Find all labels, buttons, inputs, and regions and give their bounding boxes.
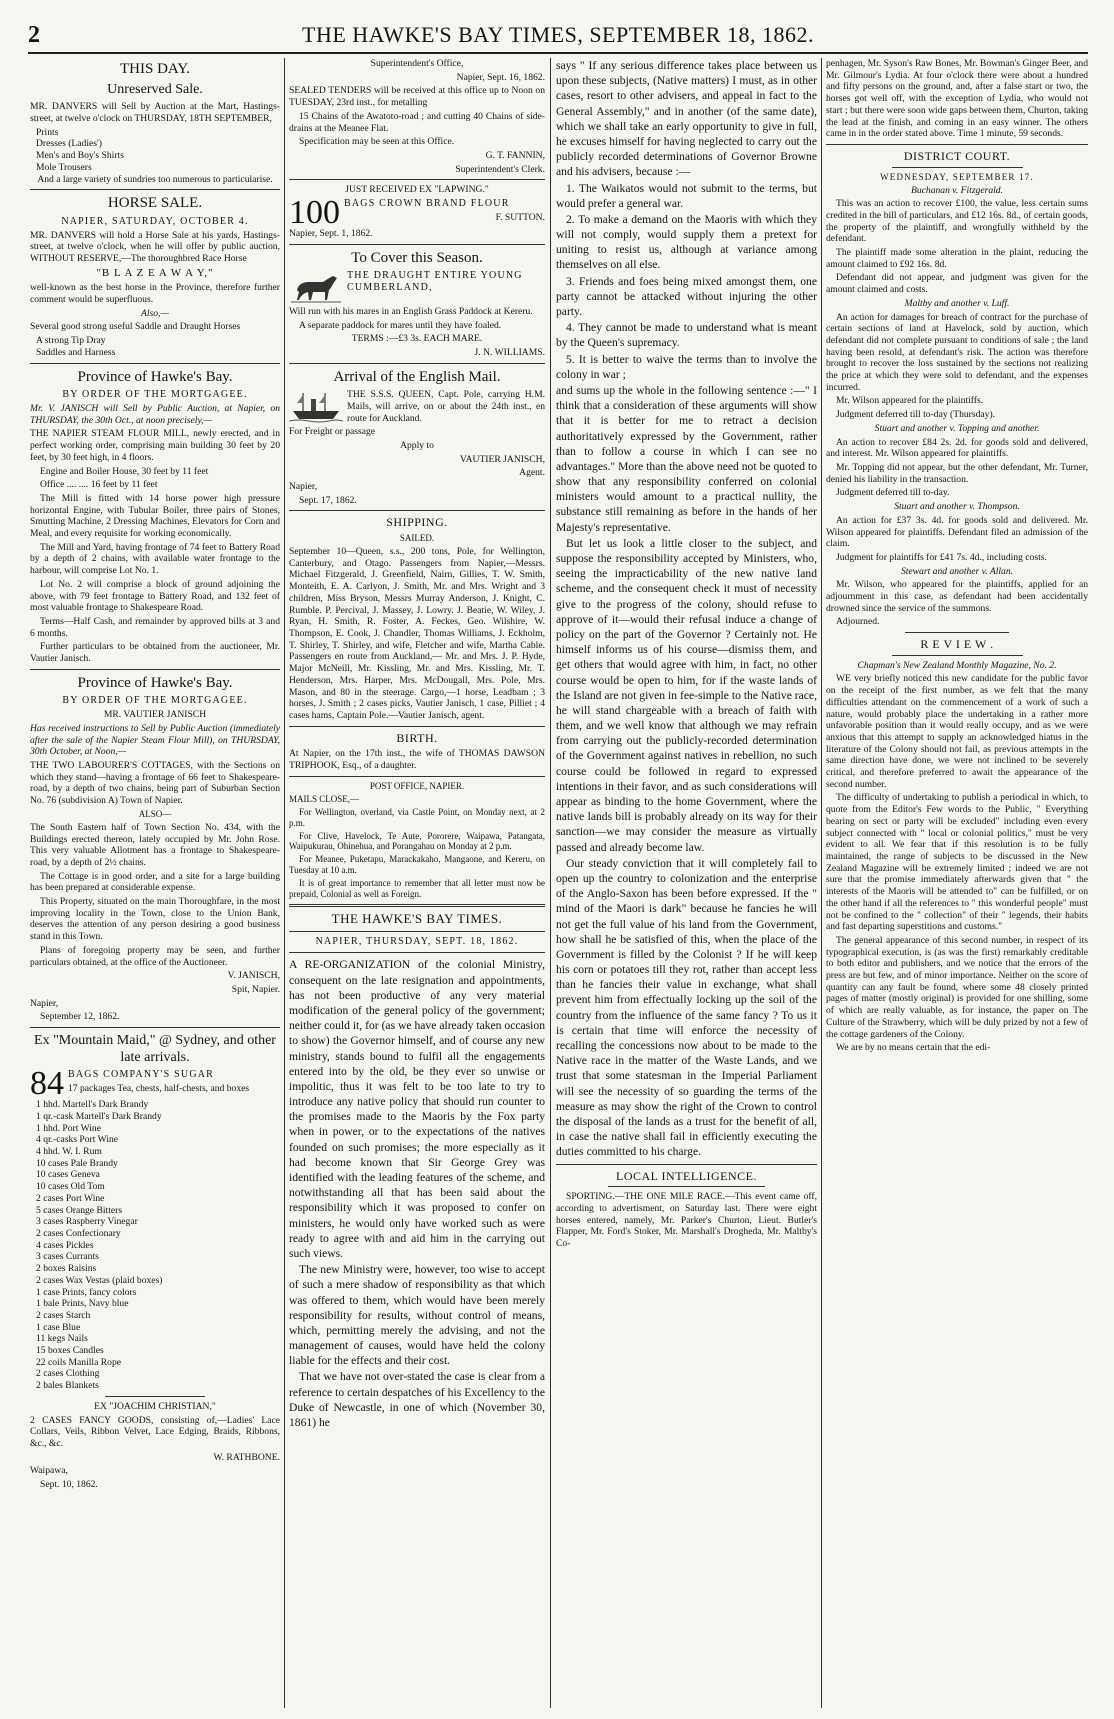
case-paragraph: An action for £37 3s. 4d. for goods sold and delivered. Mr. Wilson appeared for plaintiffs. Defendant filed an admission of the claim. (826, 514, 1088, 550)
local-news-continued: penhagen, Mr. Syson's Raw Bones, Mr. Bowman's Ginger Beer, and Mr. Gilmour's Lydia. At four o'clock there were about a hundred and fifty persons on the ground, and, after a false start or two, the horses got well off, with the exception of Lydia, who would not start ; but there were soon wide gaps between them, Churton, taking the lead at the finish, and coming in an easy winner. The others came in in the order stated above. Time 1 minute, 59 seconds. (826, 58, 1088, 140)
ad-item: 1 hhd. Port Wine (36, 1122, 101, 1134)
ad-title: To Cover this Season. (351, 249, 483, 266)
case-paragraph: Judgment for plaintiffs for £41 7s. 4d., including costs. (836, 551, 1047, 563)
ad-item: A strong Tip Dray (36, 335, 106, 347)
court-date: WEDNESDAY, SEPTEMBER 17. (880, 171, 1034, 182)
ad-body: The Mill is fitted with 14 horse power high pressure horizontal Engine, with Tubular Boiler, three pairs of Stones, Smutting Machine, 2 Dressing Machines, Elevators for Corn and Meal, and every requisite for working economically. (30, 492, 280, 540)
ad-body: Plans of foregoing property may be seen, and further particulars obtained, at the office of the Auctioneer. (30, 944, 280, 968)
ad-title: Arrival of the English Mail. (333, 368, 501, 385)
ad-date: Napier, Sept. 16, 1862. (456, 71, 545, 83)
ad-signature: Agent. (519, 467, 545, 479)
column-4 (826, 58, 1088, 1708)
review-paragraph: The difficulty of undertaking to publish a periodical in which, to quote from the Editor's Few words to the Public, " Everything bearing on sect or party will be excluded" including even every subject connected with " local or colonial politics," must be very evident to all. We fear that if this resolution is to be fully maintained, the range of subjects to be discussed in the New Zealand Magazine will be extremely limited ; indeed we are not sure that the promise immediately afterwards given that " the interests of the Maoris will be attended to" can be fulfilled, or on the other hand if all the references to " this wonderful people" must not be confined to the " collection" of their " legends, their habits and fast departing superstitions and customs." (826, 792, 1088, 933)
ad-item: 2 boxes Raisins (36, 1263, 97, 1275)
case-title: Stuart and another v. Topping and another. (874, 422, 1040, 434)
court-case (826, 566, 1088, 629)
ad-date: NAPIER, SATURDAY, OCTOBER 4. (61, 215, 249, 227)
ad-item: 4 hhd. W. I. Rum (36, 1146, 102, 1158)
ad-tenders (289, 58, 545, 175)
ad-horse-sale (30, 194, 280, 358)
ad-signature: V. JANISCH, (227, 970, 280, 982)
masthead: THE HAWKE'S BAY TIMES, SEPTEMBER 18, 1862. (302, 22, 814, 47)
section-subtitle: SAILED. (399, 533, 435, 544)
ad-flour-mill-sale (30, 368, 280, 665)
ad-body: THE TWO LABOURER'S COTTAGES, with the Sections on which they stand—having a frontage of 66 feet to Shakespeare-road, by a depth of two chains, being part of Suburban Section No. 76 (subdivision A) Town of Napier. (30, 760, 280, 807)
ad-body: The Cottage is in good order, and a site for a large building has been prepared at considerable expense. (30, 870, 280, 894)
ad-horse-name: "B L A Z E A W A Y," (96, 266, 214, 279)
ad-item: 10 cases Pale Brandy (36, 1157, 118, 1169)
ad-item: Dresses (Ladies') (36, 138, 102, 150)
ad-quantity: 100 (289, 194, 340, 232)
article-paragraph: and sums up the whole in the following sentence :—" I think that a consideration of these arguments will show that it is better for me to retract a decision authoritatively expressed by the Government, rather than to follow a course in which I can see no advantages." More than the above need not be quoted to show that any responsibility conferred on colonial ministers would amount to a practical nullity, the substance still remaining as before in the hands of her Majesty's representative. (556, 383, 817, 534)
post-office-notice (289, 781, 545, 901)
ad-body: THE NAPIER STEAM FLOUR MILL, newly erected, and in perfect working order, comprising main building 30 feet by 20 feet, by 30 feet high, in 4 floors. (30, 428, 280, 463)
ad-signature: Spit, Napier. (231, 983, 280, 995)
ad-headline: 17 packages Tea, chests, half-chests, and boxes (68, 1083, 250, 1095)
section-title: R E V I E W . (920, 637, 994, 652)
ad-item: 2 cases Starch (36, 1309, 91, 1321)
ad-item: Saddles and Harness (36, 346, 116, 358)
section-title: LOCAL INTELLIGENCE. (615, 1168, 758, 1183)
ad-item: 2 cases Confectionary (36, 1227, 121, 1239)
article-paragraph: says " If any serious difference takes place between us upon these subjects, (Native matters) I must, as in other cases, resort to other advisers, and appeal in fact to the General Assembly," and in another (of the same date), which we shall take an early opportunity to give in full, he excuses himself for having neglected to carry out the publicly recorded determinations of Governor Browne and his advisers, because :— (556, 59, 817, 179)
ad-title: HORSE SALE. (107, 195, 203, 212)
ad-place: Napier, (289, 481, 318, 493)
ad-apply: Apply to (400, 439, 434, 451)
ad-flour (289, 184, 545, 239)
ad-place: Napier, (30, 997, 59, 1009)
article-paragraph: Our steady conviction that it will completely fail to open up the country to colonization and the enterprise of the Anglo-Saxon has been before expressed. If the " mind of the Maori is dark" because he fancies he will not get the full value of his land from the Government, how shall he be satisfied of this, when the place of the Government is filled by the Colonist ? If he will keep his corn or potatoes till they rot, rather than accept less than he fancies their value in exchange, what shall prevent him from effectually locking up the soil of the country from the influence of the same fancy ? To us it is certain that time will enforce the necessity of recalling the concessions now about to be made to the Native race in the matter of the Waste Lands, and we trust that some statesman in the Imperial Parliament will see the necessity of so guarding the terms of the measure as may show the right of the Crown to control the disposal of the lands as a trust for the benefit of all, in case the native shall fail in efficiently executing the duties committed to his charge. (556, 856, 817, 1159)
ad-mountain-maid (30, 1032, 280, 1491)
ad-title: Ex "Mountain Maid," @ Sydney, and other late arrivals. (34, 1033, 276, 1066)
ad-signature: F. SUTTON. (495, 212, 545, 224)
article-paragraph: 1. The Waikatos would not submit to the terms, but would prefer a general war. (556, 181, 817, 210)
case-paragraph: The plaintiff made some alteration in the plaint, reducing the amount claimed to £92 16s. 8d. (826, 247, 1088, 270)
article-paragraph: But let us look a little closer to the subject, and suppose the responsibility accepted by Ministers, who, seeing the impracticability of the new native land scheme, and the consequent check it must of necessity give to the progress of the colony, should refuse to approve of it—would their refusal induce a change of policy on the part of the Governor ? Certainly not. He himself informs us of his course—dismiss them, and get others that would agree with him, in fact, no other course would be open to him, for if the waste lands of the Island are not given in fee-simple to the Native race, he will stand chargeable with a breach of faith with them, and we well know that although we may refrain from carrying out the publicly-recorded determination of the Government against natives in rebellion, no such course could be followed in regard to expressed intentions in their favor, and as such considerations will appear as binding to the home Government, where the native lands bill is probably already on its way for their sanction—we may consider the measure as virtually passed and already become law. (556, 536, 817, 854)
birth-notice (289, 731, 545, 772)
case-title: Stewart and another v. Allan. (900, 565, 1014, 577)
ad-item: 4 qr.-casks Port Wine (36, 1134, 119, 1146)
ad-body: Lot No. 2 will comprise a block of ground adjoining the above, with 79 feet frontage to Battery Road, and 132 feet of most valuable frontage to Shakespeare Road. (30, 578, 280, 614)
column-divider (550, 58, 551, 1708)
ad-item: 5 cases Orange Bitters (36, 1204, 123, 1216)
court-case (826, 298, 1088, 421)
ad-item: 15 boxes Candles (36, 1345, 104, 1357)
paper-title: THE HAWKE'S BAY TIMES. (331, 911, 503, 927)
ad-date: Sept. 10, 1862. (40, 1479, 98, 1491)
ad-headline: BAGS CROWN BRAND FLOUR (344, 198, 510, 210)
birth-body: At Napier, on the 17th inst., the wife of THOMAS DAWSON TRIPHOOK, Esq., of a daughter. (289, 748, 545, 771)
ad-item: 1 hhd. Martell's Dark Brandy (36, 1099, 149, 1111)
case-paragraph: Judgment deferred till to-day. (836, 487, 950, 499)
ad-body: 15 Chains of the Awatoto-road ; and cutting 40 Chains of side-drains at the Meanee Flat. (289, 110, 545, 134)
ad-signature: Superintendent's Clerk. (455, 163, 545, 175)
court-case (826, 185, 1088, 296)
column-3 (556, 58, 817, 1708)
ad-item: Men's and Boy's Shirts (36, 150, 124, 162)
review-paragraph: WE very briefly noticed this new candidate for the public favor on the receipt of the first number, as we felt that the many difficulties attendant on the commencement of a work of such a nature, would probably place the undertaking in a rather more unfavorable position than it would really occupy, and as we were anxious that this attempt to supply an acknowledged hiatus in the literature of the Colony should not fail, as previous attempts in the same direction have done, we were not inclined to be severely critical, and therefore preferred to await the appearance of the second number. (826, 673, 1088, 790)
ad-this-day (30, 60, 280, 185)
case-paragraph: Mr. Wilson, who appeared for the plaintiffs, applied for an adjournment in this case, as defendant had been accidentally drowned since the service of the summons. (826, 579, 1088, 614)
ad-body: The Mill and Yard, having frontage of 74 feet to Battery Road by a depth of 2 chains, with available water frontage to the harbour, will comprise Lot No. 1. (30, 541, 280, 577)
post-item: For Clive, Havelock, Te Aute, Pororere, Waipawa, Patangata, Waipukurau, Ohinehua, and Porangahau on Monday at 2 p.m. (289, 830, 545, 852)
horse-illustration (289, 270, 343, 304)
case-title: Buchanan v. Fitzgerald. (910, 184, 1003, 196)
ad-item: 3 cases Currants (36, 1251, 99, 1263)
article-paragraph: 3. Friends and foes being mixed amongst them, one party cannot be attacked without injuring the other party. (556, 274, 817, 318)
ad-body: SEALED TENDERS will be received at this office up to Noon on TUESDAY, 23rd inst., for metalling (289, 85, 545, 109)
ad-body: MR. DANVERS will hold a Horse Sale at his yards, Hastings-street, at twelve o'clock, when he will offer by public auction, WITHOUT RESERVE,—The thoroughbred Race Horse (30, 229, 280, 265)
ad-signature: J. N. WILLIAMS. (474, 347, 545, 359)
ad-body: This Property, situated on the main Thoroughfare, in the most improving locality in the Town, close to the Union Bank, deserves the attention of any person desiring a good business stand in this Town. (30, 896, 280, 943)
ad-signature: VAUTIER JANISCH, (459, 453, 545, 465)
header-rule (28, 52, 1088, 54)
paper-dateline: NAPIER, THURSDAY, SEPT. 18, 1862. (315, 936, 519, 948)
ad-ex-heading: EX "JOACHIM CHRISTIAN," (94, 1400, 216, 1412)
ad-item: 4 cases Pickles (36, 1239, 94, 1251)
ad-place: Waipawa, (30, 1465, 68, 1477)
article-paragraph: That we have not over-stated the case is clear from a reference to certain despatches of his Excellency to the Duke of Newcastle, in one of which (November 30, 1861) he (289, 1370, 545, 1429)
article-paragraph: A RE-ORGANIZATION of the colonial Ministry, consequent on the late resignation and appointments, has not been productive of any very material modification of the general policy of the government; neither could it, for (as we have already taken occasion to show) the Governor himself, and of course any new ministry, stands bound to fulfil all the engagements entered into by the old, be they ever so unwise or impolitic, thus it was felt to be too late to try to introduce any native policy that should run counter to the promises made to the Maoris by the Fox party when in power, or to the expectations of the natives founded on such promises; the more especially as it had become known that Sir George Grey was identified with the leading features of the scheme, and notwithstanding all that has been said about the responsibility which it was proposed to confer on ministers, he would only have worked such as were ready to agree with and aid him in the carrying out such views. (289, 958, 545, 1260)
case-paragraph: Adjourned. (836, 616, 880, 628)
ad-item: 2 cases Clothing (36, 1368, 100, 1380)
ad-also: ALSO— (138, 808, 172, 819)
ad-body: Further particulars to be obtained from the auctioneer, Mr. Vautier Janisch. (30, 641, 280, 665)
ad-body: well-known as the best horse in the Province, therefore further comment would be superfluous. (30, 282, 280, 305)
ad-auctioneer: MR. VAUTIER JANISCH (103, 709, 207, 721)
column-divider (284, 58, 285, 1708)
ad-item: 2 cases Port Wine (36, 1192, 105, 1204)
court-case (826, 501, 1088, 564)
page-number: 2 (28, 22, 40, 48)
article-paragraph: 5. It is better to waive the terms than to involve the colony in war ; (556, 352, 817, 381)
ad-body: MR. DANVERS will Sell by Auction at the Mart, Hastings-street, at twelve o'clock on THURSDAY, 18TH SEPTEMBER, (30, 101, 280, 125)
case-title: Stuart and another v. Thompson. (894, 501, 1020, 513)
ad-subtitle: BY ORDER OF THE MORTGAGEE. (62, 695, 248, 707)
review-subject: Chapman's New Zealand Monthly Magazine, No. 2. (857, 659, 1057, 671)
case-paragraph: Defendant did not appear, and judgment was given for the amount claimed and costs. (826, 272, 1088, 296)
ad-cottages-sale (30, 674, 280, 1023)
ad-body: Engine and Boiler House, 30 feet by 11 feet (40, 465, 209, 477)
ad-item: 2 bales Blankets (36, 1380, 99, 1392)
ad-office: Superintendent's Office, (370, 58, 464, 69)
ad-terms: TERMS :—£3 3s. EACH MARE. (351, 333, 483, 345)
ad-title: THIS DAY. (119, 61, 191, 77)
ad-item: 1 bale Prints, Navy blue (36, 1298, 129, 1310)
ad-item: 1 case Prints, fancy colors (36, 1286, 137, 1298)
section-subtitle: MAILS CLOSE,— (289, 793, 360, 804)
ad-subtitle: BY ORDER OF THE MORTGAGEE. (62, 388, 248, 400)
ad-item: 10 cases Old Tom (36, 1181, 105, 1193)
article-paragraph: The new Ministry were, however, too wise to accept of such a mere shadow of responsibility as that which was offered to them, which would have been merely responsibility for results, without control of means, which, permitting merely the advising, and not the management of causes, would have held the colony liable for the effects and their cost. (289, 1263, 545, 1368)
court-case (826, 423, 1088, 499)
ad-body: For Freight or passage (289, 426, 376, 438)
ad-also: Also,— (141, 307, 169, 319)
ad-tail: And a large variety of sundries too numerous to particularise. (37, 173, 273, 185)
ad-body: Terms—Half Cash, and remainder by approved bills at 3 and 6 months. (30, 615, 280, 639)
case-paragraph: An action to recover £84 2s. 2d. for goods sold and delivered, and interest. Mr. Wilson appeared for plaintiffs. (826, 436, 1088, 460)
ad-item: Prints (36, 126, 59, 138)
post-item: For Wellington, overland, via Castle Point, on Monday next, at 2 p.m. (289, 806, 545, 828)
section-title: BIRTH. (396, 730, 438, 745)
ad-title: Province of Hawke's Bay. (77, 368, 233, 385)
section-title: POST OFFICE, NAPIER. (369, 780, 465, 791)
page-header (28, 20, 1088, 48)
ad-instructions: Mr. V. JANISCH will Sell by Public Auction, at Napier, on THURSDAY, the 30th Oct., at noon precisely,— (30, 403, 280, 426)
ad-date: September 12, 1862. (40, 1011, 120, 1023)
case-paragraph: Judgment deferred till to-day (Thursday). (836, 409, 996, 421)
column-2 (289, 58, 545, 1708)
ad-date: Sept. 17, 1862. (299, 494, 357, 506)
ad-headline: THE DRAUGHT ENTIRE YOUNG CUMBERLAND, (347, 270, 523, 294)
ad-body: THE S.S.S. QUEEN, Capt. Pole, carrying H.M. Mails, will arrive, on or about the 24th inst., en route for Auckland. (347, 389, 545, 424)
section-title: SHIPPING. (386, 515, 448, 530)
review-paragraph: We are by no means certain that the edi- (836, 1042, 991, 1054)
case-paragraph: Mr. Wilson appeared for the plaintiffs. (836, 395, 984, 407)
ad-item: 2 cases Wax Vestas (plaid boxes) (36, 1274, 163, 1286)
ad-item: 10 cases Geneva (36, 1169, 100, 1181)
local-news-paragraph: SPORTING.—THE ONE MILE RACE.—This event came off, according to advertisment, on Saturday last. There were eight horses entered, namely, Mr. Parker's Churton, Lieut. Butler's Flapper, Mr. Ford's Stoker, Mr. Marshall's Drogheda, Mr. Maltby's Co- (556, 1191, 817, 1249)
ad-quantity: 84 (30, 1065, 64, 1103)
ad-date: Napier, Sept. 1, 1862. (289, 228, 373, 240)
column-1 (30, 58, 280, 1708)
ad-item: Mole Trousers (36, 161, 92, 173)
ad-body: The South Eastern half of Town Section No. 434, with the Buildings erected thereon, lately occupied by Mr. John Rose. This very valuable Allotment has a frontage to Shakespeare-road, by a depth of 2½ chains. (30, 821, 280, 868)
ad-body: Several good strong useful Saddle and Draught Horses (30, 321, 241, 333)
ad-item: 1 case Blue (36, 1321, 81, 1333)
ad-item: 22 coils Manilla Rope (36, 1356, 121, 1368)
section-title: DISTRICT COURT. (903, 148, 1011, 163)
leading-article (289, 957, 545, 1430)
ad-body: Office .... .... 16 feet by 11 feet (40, 479, 158, 491)
steamship-illustration (289, 389, 343, 423)
ad-signature: W. RATHBONE. (213, 1451, 280, 1463)
shipping-news (289, 515, 545, 721)
ad-title: Province of Hawke's Bay. (77, 674, 233, 691)
ad-body: 2 CASES FANCY GOODS, consisting of,—Ladies' Lace Collars, Veils, Ribbon Velvet, Lace Edging, Braids, Ribbons, &c., &c. (30, 1414, 280, 1449)
ad-headline: JUST RECEIVED EX "LAPWING." (345, 184, 489, 196)
article-paragraph: 4. They cannot be made to understand what is meant by the Queen's supremacy. (556, 321, 817, 350)
case-paragraph: This was an action to recover £100, the value, less certain sums credited in the bill of particulars, and £12 16s. 8d., of certain goods, the property of the plaintiff, and wrongfully withheld by the defendant. (826, 198, 1088, 245)
post-item: For Meanee, Puketapu, Marackakaho, Mangaone, and Kereru, on Tuesday at 10 a.m. (289, 854, 545, 876)
ad-english-mail (289, 368, 545, 507)
ad-body: A separate paddock for mares until they have foaled. (299, 319, 502, 331)
review-paragraph: The general appearance of this second number, in respect of its typographical execution, is (as was the first) remarkably creditable to both editor and publishers, and we notice that the errors of the press are but few, and of minor importance. Neither on the score of quantity can any fault be found, where some 48 closely printed pages of matter (mostly original) is provided for one shilling, some of which are really valuable, as for instance, the paper on The Culture of the Strawberry, which will be duly prized by not a few of the cottage gardeners of the Colony. (826, 934, 1088, 1040)
leading-article-continued (556, 58, 817, 1160)
article-paragraph: 2. To make a demand on the Maoris with which they will not comply, would supply them a pretext for uniting to resist us, although at variance among themselves on all else. (556, 212, 817, 272)
case-title: Maltby and another v. Luff. (904, 297, 1010, 309)
shipping-body: September 10—Queen, s.s., 200 tons, Pole, for Wellington, Canterbury, and Otago. Passengers from Napier,—Messrs. Michael Fitzgerald, J. Greenfield, Nairn, Gillies, T. W. Smith, Monteith, E. A. Carlyon, J. Smith, Mr. and Mrs. Wright and 3 children, Miss Bryson, Messrs Murray Anderson, J. Knight, C. Rumble. P. Percival, J. Massey, J. Lowry. J. Beatie, W. Wiley, J. Ryan, H. Smith, R. Foster, A. Feckes, Geo. Wilshire, W. Thompson, E. Cook, J. Chandler, Thomas Williams, J. Eckholm, T. Shirley, T. Shirley, and wife, Fletcher and wife, Martha Cable. Passengers en route from Auckland,— Mr. and Mrs. J. P. Hyde, Major McNeill, Mr. Kissling, Mr. and Mrs. Kissling, Mr. T. Henderson, Mrs. Harper, Mrs. McDougall, Mrs. Pole, Mrs. Mason, and 80 in the steerage. Cargo,—1 horse, Leadbam ; 3 horses, J. Smith ; 2 cases picks, Vautier Janisch, 1 case, Pilliet ; 4 cases hams, Captain Pole.—Vautier Janisch, agent. (289, 546, 545, 721)
column-divider (821, 58, 822, 1708)
ad-headline: BAGS COMPANY'S SUGAR (68, 1069, 215, 1081)
ad-item: 1 qr.-cask Martell's Dark Brandy (36, 1110, 162, 1122)
post-note: It is of great importance to remember that all letter must now be prepaid, Colonial as well as Foreign. (289, 878, 545, 900)
ad-cover-season (289, 249, 545, 359)
ad-signature: G. T. FANNIN, (485, 149, 545, 161)
ad-subtitle: Unreserved Sale. (107, 82, 203, 98)
case-paragraph: Mr. Topping did not appear, but the other defendant, Mr. Turner, denied his liability in the transaction. (826, 461, 1088, 485)
case-paragraph: An action for damages for breach of contract for the purchase of certain sections of land at Havelock, sold by auction, which defendant did not complete pursuant to conditions of sale ; the land having been resold, at defendant's risk. The action was therefore brought to recover the loss sustained by the sections not realizing the price at which they were sold to defendant, and the expenses incurred. (826, 311, 1088, 393)
ad-item: 11 kegs Nails (36, 1333, 88, 1345)
ad-item: 3 cases Raspberry Vinegar (36, 1216, 138, 1228)
ad-instructions: Has received instructions to Sell by Public Auction (immediately after the sale of the Napier Steam Flour Mill), on THURSDAY, 30th October, at Noon,— (30, 722, 280, 758)
ad-body: Specification may be seen at this Office. (299, 136, 455, 148)
ad-body: Will run with his mares in an English Grass Paddock at Kereru. (289, 306, 533, 318)
